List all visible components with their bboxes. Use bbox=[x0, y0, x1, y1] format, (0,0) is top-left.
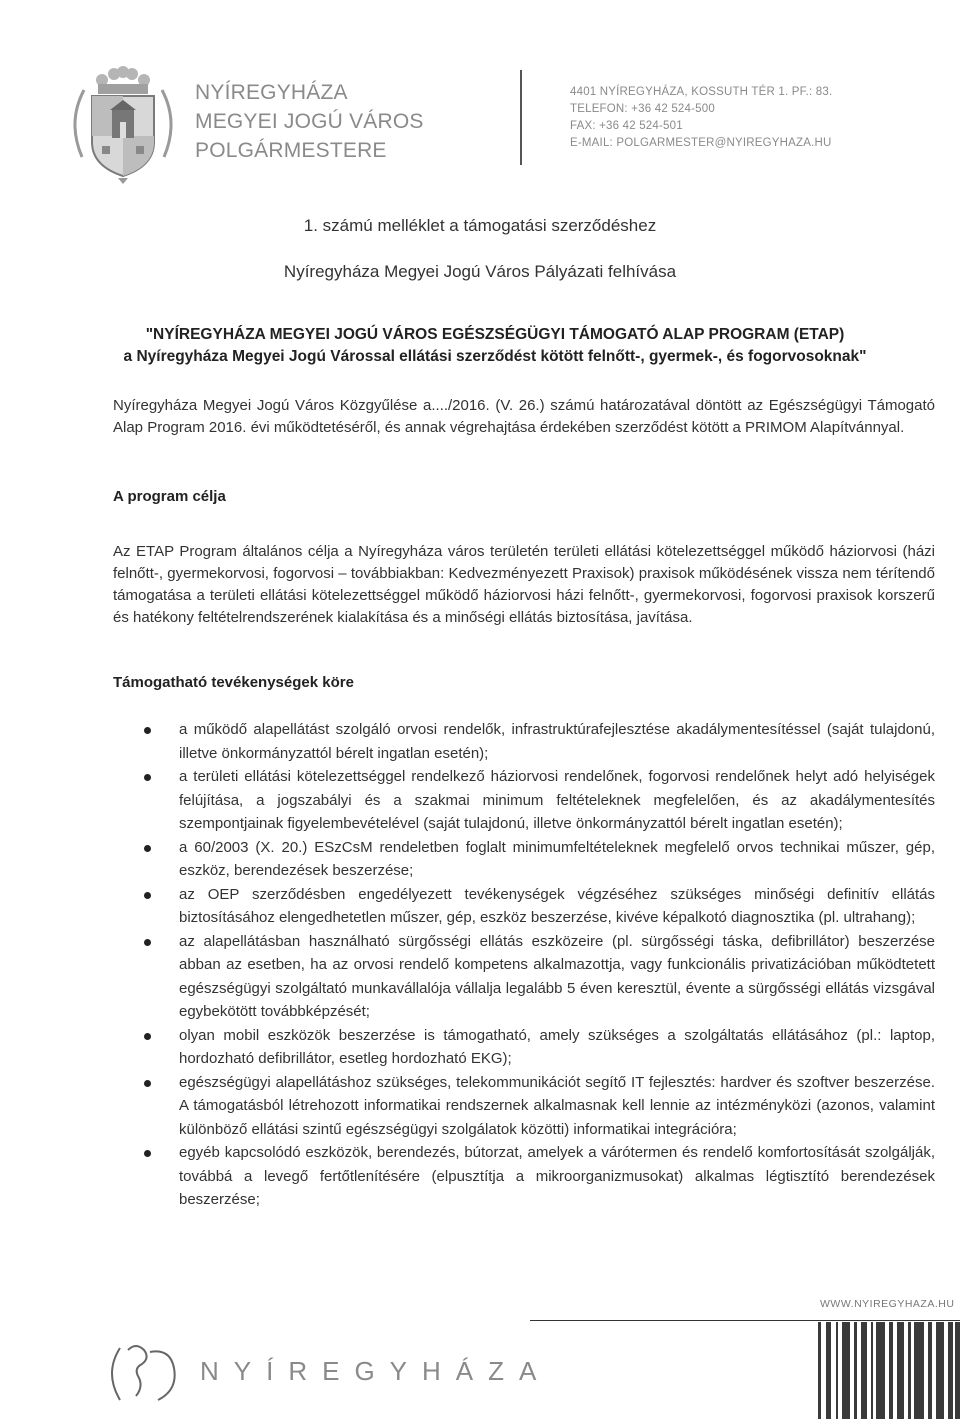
program-title-line-2: a Nyíregyháza Megyei Jogú Várossal ellátási szerződést kötött felnőtt-, gyermek-, és fogorvosoknak" bbox=[123, 348, 867, 365]
list-item-text: a működő alapellátást szolgáló orvosi rendelők, infrastruktúrafejlesztése akadálymentesítéssel (saját tulajdonú, illetve önkormányzattól bérelt ingatlan esetén); bbox=[179, 721, 935, 762]
list-item bbox=[113, 883, 935, 930]
org-line-2: MEGYEI JOGÚ VÁROS bbox=[195, 110, 424, 133]
list-item-text: egyéb kapcsolódó eszközök, berendezés, bútorzat, amelyek a várótermen és rendelő komfortosítását szolgálják, továbbá a levegő fertőtlenítésére (elpusztítja a mikroorganizmusokat) alkalmas légtisztító berendezések beszerzése; bbox=[179, 1144, 935, 1208]
org-line-3: POLGÁRMESTERE bbox=[195, 139, 387, 162]
activities-list bbox=[113, 718, 935, 1212]
list-item bbox=[113, 1071, 935, 1142]
contact-fax: FAX: +36 42 524-501 bbox=[570, 120, 683, 132]
city-crest-logo bbox=[62, 62, 184, 184]
list-item-text: a 60/2003 (X. 20.) ESzCsM rendeletben foglalt minimumfeltételeknek megfelelő orvos technikai műszer, gép, eszköz, berendezések beszerzése; bbox=[179, 838, 935, 879]
list-item-text: a területi ellátási kötelezettséggel rendelkező háziorvosi rendelőnek, fogorvosi rendelőnek helyt adó helyiségek felújítása, a jogszabályi és a szakmai minimum feltételeknek megfelelően, és az akadálymentesítés szempontjainak figyelembevételével (saját tulajdonú, illetve önkormányzattól bérelt ingatlan esetén); bbox=[179, 768, 935, 832]
header-divider bbox=[520, 70, 522, 165]
organization-name bbox=[195, 78, 424, 165]
bullet-icon bbox=[144, 1033, 151, 1040]
program-title bbox=[100, 324, 890, 368]
program-title-line-1: "NYÍREGYHÁZA MEGYEI JOGÚ VÁROS EGÉSZSÉGÜGYI TÁMOGATÓ ALAP PROGRAM (ETAP) bbox=[145, 326, 845, 343]
bullet-icon bbox=[144, 1150, 151, 1157]
bullet-icon bbox=[144, 727, 151, 734]
contact-email[interactable]: E-MAIL: POLGARMESTER@NYIREGYHAZA.HU bbox=[570, 137, 832, 149]
list-item bbox=[113, 1141, 935, 1212]
list-item-text: olyan mobil eszközök beszerzése is támogatható, amely szükséges a szolgáltatás ellátásához (pl.: laptop, hordozható defibrillátor, esetleg hordozható EKG); bbox=[179, 1026, 935, 1067]
contact-phone: TELEFON: +36 42 524-500 bbox=[570, 103, 715, 115]
activities-heading: Támogatható tevékenységek köre bbox=[113, 674, 354, 691]
list-item-text: az OEP szerződésben engedélyezett tevékenységek végzéséhez szükséges minőségi definitív ellátás biztosításához elengedhetetlen műszer, gép, eszköz beszerzése, kivéve képalkotó diagnosztika (pl. ultrahang); bbox=[179, 885, 935, 926]
bullet-icon bbox=[144, 939, 151, 946]
list-item bbox=[113, 1024, 935, 1071]
city-emblem-icon bbox=[100, 1338, 184, 1408]
annex-title: 1. számú melléklet a támogatási szerződéshez bbox=[303, 216, 657, 235]
website-link[interactable]: WWW.NYIREGYHAZA.HU bbox=[820, 1298, 955, 1310]
city-wordmark: NYÍREGYHÁZA bbox=[200, 1356, 552, 1386]
contact-info bbox=[570, 84, 832, 152]
footer-divider bbox=[530, 1320, 960, 1321]
goal-heading: A program célja bbox=[113, 488, 226, 505]
list-item-text: egészségügyi alapellátáshoz szükséges, telekommunikációt segítő IT fejlesztés: hardver és szoftver beszerzése. A támogatásból létrehozott informatikai rendszernek alkalmasnak kell lennie az intézményközi (azonos, valamint különböző ellátási szintű egészségügyi szolgálatok közötti) informatikai integrációra; bbox=[179, 1073, 935, 1138]
goal-paragraph: Az ETAP Program általános célja a Nyíregyháza város területén területi ellátási kötelezettséggel működő háziorvosi (házi felnőtt-, gyermekorvosi, fogorvosi – továbbiakban: Kedvezményezett Praxisok) praxisok működésének vissza nem térítendő támogatása a területi ellátási kötelezettséggel működő háziorvosi házi felnőtt-, gyermekorvosi, fogorvosi praxisok korszerű és hatékony feltételrendszerének kialakítása és a minőségi ellátás biztosítása, javítása. bbox=[113, 543, 935, 626]
list-item-text: az alapellátásban használható sürgősségi ellátás eszközeire (pl. sürgősségi táska, defibrillátor) beszerzése abban az esetben, ha az orvosi rendelő kompetens alkalmazottja, vagy funkcionális privatizációban működtetett egészségügyi szolgáltató munkavállalója vállalja legalább 5 éven keresztül, évente a sürgősségi ellátás vizsgával egybekötött továbbképzését; bbox=[179, 932, 935, 1020]
contact-address: 4401 NYÍREGYHÁZA, KOSSUTH TÉR 1. PF.: 83. bbox=[570, 86, 833, 98]
intro-paragraph: Nyíregyháza Megyei Jogú Város Közgyűlése a..../2016. (V. 26.) számú határozatával döntött az Egészségügyi Támogató Alap Program 2016. évi működtetéséről, és annak végrehajtása érdekében szerződést kötött a PRIMOM Alapítvánnyal. bbox=[113, 397, 935, 436]
call-title: Nyíregyháza Megyei Jogú Város Pályázati felhívása bbox=[283, 262, 677, 281]
bullet-icon bbox=[144, 845, 151, 852]
bullet-icon bbox=[144, 892, 151, 899]
list-item bbox=[113, 765, 935, 836]
list-item bbox=[113, 930, 935, 1024]
bullet-icon bbox=[144, 1080, 151, 1087]
bullet-icon bbox=[144, 774, 151, 781]
list-item bbox=[113, 836, 935, 883]
decorative-bars bbox=[800, 1322, 960, 1419]
org-line-1: NYÍREGYHÁZA bbox=[195, 81, 348, 104]
list-item bbox=[113, 718, 935, 765]
